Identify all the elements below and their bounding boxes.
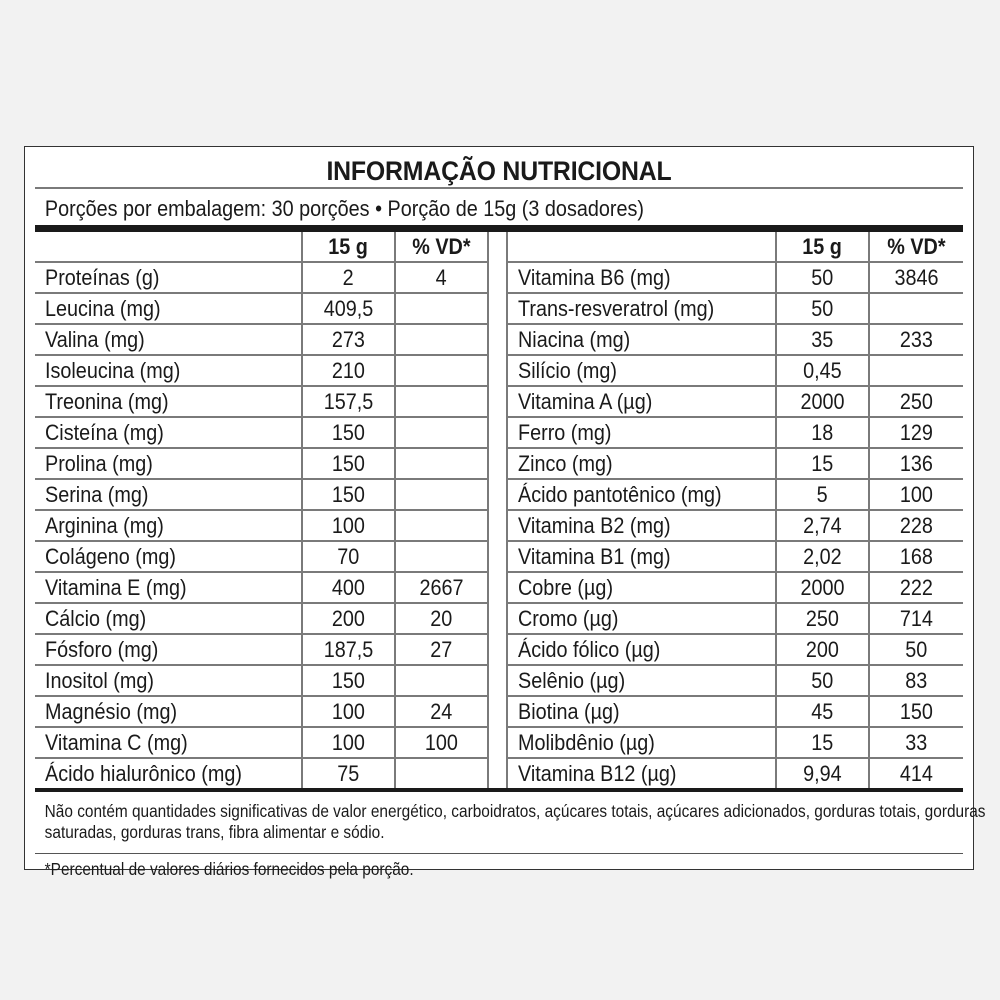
- nutrient-amount: 9,94: [803, 761, 842, 786]
- nutrient-row: [35, 696, 487, 727]
- nutrient-amount-cell: [302, 262, 394, 293]
- nutrient-name-cell: [508, 324, 776, 355]
- nutrient-name-cell: [35, 696, 302, 727]
- nutrient-dv-cell: [869, 727, 963, 758]
- nutrient-row: [508, 603, 963, 634]
- header-dv-cell: [395, 232, 488, 262]
- nutrient-name-cell: [508, 727, 776, 758]
- nutrient-name-cell: [508, 355, 776, 386]
- nutrient-amount: 0,45: [803, 358, 842, 383]
- nutrient-name-cell: [508, 262, 776, 293]
- nutrient-amount-cell: [302, 355, 394, 386]
- nutrient-dv: 2667: [419, 575, 464, 600]
- header-amount-cell: [776, 232, 868, 262]
- nutrient-amount-cell: [302, 634, 394, 665]
- nutrient-dv-cell: [869, 448, 963, 479]
- nutrient-dv-cell: [869, 386, 963, 417]
- nutrient-name-cell: [508, 696, 776, 727]
- label-title: INFORMAÇÃO NUTRICIONAL: [326, 156, 672, 186]
- header-dv-cell-text: % VD*: [412, 234, 471, 259]
- nutrient-dv: 27: [430, 637, 453, 662]
- nutrient-row: [508, 510, 963, 541]
- nutrient-name-cell: [35, 479, 302, 510]
- nutrient-name: Valina (mg): [45, 327, 145, 352]
- nutrient-amount-cell: [776, 510, 868, 541]
- nutrient-amount-cell: [776, 448, 868, 479]
- nutrient-amount-cell: [776, 665, 868, 696]
- nutrient-dv-cell: [395, 603, 488, 634]
- nutrient-dv: 414: [899, 761, 933, 786]
- nutrient-name-cell: [508, 634, 776, 665]
- table-header-row: [35, 232, 487, 262]
- nutrition-label: [24, 146, 986, 879]
- nutrient-row: [35, 603, 487, 634]
- nutrient-amount-cell: [776, 479, 868, 510]
- nutrient-amount-cell: [302, 541, 394, 572]
- nutrient-dv: 100: [424, 730, 458, 755]
- nutrient-amount-cell: [776, 603, 868, 634]
- nutrient-name-cell: [35, 603, 302, 634]
- nutrient-amount-cell: [776, 541, 868, 572]
- nutrient-name: Prolina (mg): [45, 451, 153, 476]
- nutrient-amount-cell: [302, 448, 394, 479]
- nutrient-name-cell: [35, 386, 302, 417]
- header-dv-cell-text: % VD*: [887, 234, 946, 259]
- nutrient-name: Vitamina A (µg): [517, 389, 653, 414]
- nutrient-dv-cell: [869, 665, 963, 696]
- nutrient-dv-cell: [395, 727, 488, 758]
- nutrient-dv-cell: [869, 603, 963, 634]
- nutrient-amount-cell: [776, 293, 868, 324]
- nutrient-dv-cell: [395, 541, 488, 572]
- nutrient-amount: 75: [337, 761, 360, 786]
- nutrient-name-cell: [35, 293, 302, 324]
- nutrient-name: Fósforo (mg): [45, 637, 159, 662]
- nutrient-row: [508, 479, 963, 510]
- nutrient-name: Cálcio (mg): [45, 606, 147, 631]
- nutrient-amount: 2: [342, 265, 354, 290]
- nutrient-name-cell: [508, 572, 776, 603]
- nutrient-name-cell: [35, 572, 302, 603]
- nutrient-name: Cromo (µg): [517, 606, 619, 631]
- header-nutrient-cell: [508, 232, 776, 262]
- nutrient-amount-cell: [302, 324, 394, 355]
- nutrient-row: [35, 510, 487, 541]
- nutrient-name-cell: [508, 386, 776, 417]
- nutrient-name: Ácido hialurônico (mg): [45, 761, 242, 786]
- nutrient-row: [35, 386, 487, 417]
- right-nutrient-table: [508, 232, 963, 788]
- nutrient-dv: 3846: [894, 265, 939, 290]
- nutrient-amount: 35: [811, 327, 834, 352]
- nutrient-amount: 45: [811, 699, 834, 724]
- nutrient-name: Silício (mg): [517, 358, 617, 383]
- nutrient-dv-cell: [395, 386, 488, 417]
- nutrient-name: Leucina (mg): [45, 296, 161, 321]
- nutrient-name-cell: [35, 417, 302, 448]
- nutrient-amount: 250: [805, 606, 839, 631]
- nutrient-amount-cell: [776, 758, 868, 788]
- nutrient-name: Serina (mg): [45, 482, 149, 507]
- nutrient-row: [508, 572, 963, 603]
- nutrient-dv-cell: [395, 696, 488, 727]
- nutrient-row: [508, 541, 963, 572]
- nutrient-dv-cell: [395, 665, 488, 696]
- nutrient-dv-cell: [395, 572, 488, 603]
- thick-divider: [35, 225, 963, 232]
- nutrient-dv-cell: [395, 448, 488, 479]
- nutrient-amount-cell: [776, 324, 868, 355]
- nutrient-amount-cell: [302, 572, 394, 603]
- nutrient-name: Inositol (mg): [45, 668, 154, 693]
- nutrient-amount: 409,5: [323, 296, 374, 321]
- nutrient-amount-cell: [302, 386, 394, 417]
- nutrient-name: Magnésio (mg): [45, 699, 178, 724]
- nutrient-name: Vitamina B2 (mg): [517, 513, 671, 538]
- nutrient-amount: 100: [331, 730, 365, 755]
- nutrient-name-cell: [35, 324, 302, 355]
- nutrient-name-cell: [35, 758, 302, 788]
- nutrient-dv-cell: [395, 355, 488, 386]
- nutrient-name: Ácido fólico (µg): [517, 637, 661, 662]
- nutrient-dv-cell: [869, 417, 963, 448]
- header-amount-cell-text: 15 g: [802, 234, 843, 259]
- nutrient-dv: 100: [899, 482, 933, 507]
- nutrient-amount: 210: [331, 358, 365, 383]
- nutrient-dv-cell: [869, 572, 963, 603]
- nutrient-name: Ácido pantotênico (mg): [517, 482, 722, 507]
- nutrient-name: Biotina (µg): [517, 699, 620, 724]
- nutrient-amount: 2,74: [803, 513, 842, 538]
- nutrient-row: [508, 262, 963, 293]
- nutrient-amount-cell: [776, 355, 868, 386]
- nutrient-amount: 18: [811, 420, 834, 445]
- nutrient-dv-cell: [395, 758, 488, 788]
- nutrient-name: Niacina (mg): [517, 327, 631, 352]
- nutrient-name: Proteínas (g): [45, 265, 160, 290]
- nutrient-dv: 24: [430, 699, 453, 724]
- nutrient-name-cell: [508, 293, 776, 324]
- nutrient-row: [35, 634, 487, 665]
- nutrient-name: Zinco (mg): [517, 451, 613, 476]
- nutrient-name-cell: [35, 541, 302, 572]
- nutrient-name-cell: [508, 603, 776, 634]
- nutrient-amount: 15: [811, 730, 834, 755]
- nutrient-row: [35, 665, 487, 696]
- nutrient-dv-cell: [869, 293, 963, 324]
- nutrient-dv-cell: [869, 510, 963, 541]
- nutrient-amount-cell: [302, 758, 394, 788]
- nutrient-amount: 2000: [800, 389, 845, 414]
- nutrient-amount: 100: [331, 513, 365, 538]
- nutrient-amount: 150: [331, 668, 365, 693]
- nutrient-name: Isoleucina (mg): [45, 358, 181, 383]
- nutrient-dv-cell: [869, 696, 963, 727]
- nutrient-row: [35, 572, 487, 603]
- nutrient-amount: 5: [816, 482, 828, 507]
- nutrient-dv: 233: [899, 327, 933, 352]
- nutrient-name: Vitamina E (mg): [45, 575, 187, 600]
- nutrient-row: [35, 727, 487, 758]
- nutrient-name: Vitamina B6 (mg): [517, 265, 671, 290]
- nutrient-row: [508, 448, 963, 479]
- nutrient-name-cell: [35, 727, 302, 758]
- nutrient-amount: 15: [811, 451, 834, 476]
- nutrient-amount: 50: [811, 668, 834, 693]
- nutrient-amount: 70: [337, 544, 360, 569]
- nutrient-name-cell: [35, 262, 302, 293]
- nutrient-name: Cobre (µg): [517, 575, 614, 600]
- dv-footnote: *Percentual de valores diários fornecidos pela porção.: [44, 859, 414, 879]
- nutrient-dv: 150: [899, 699, 933, 724]
- nutrient-dv: 33: [905, 730, 928, 755]
- nutrient-dv-cell: [869, 541, 963, 572]
- nutrient-name-cell: [508, 417, 776, 448]
- nutrient-row: [508, 696, 963, 727]
- nutrient-row: [508, 355, 963, 386]
- nutrient-dv-cell: [869, 324, 963, 355]
- nutrient-dv-cell: [869, 262, 963, 293]
- nutrient-amount-cell: [302, 696, 394, 727]
- nutrient-dv: 228: [899, 513, 933, 538]
- nutrient-row: [508, 324, 963, 355]
- nutrient-name: Selênio (µg): [517, 668, 626, 693]
- header-amount-cell: [302, 232, 394, 262]
- nutrient-amount: 50: [811, 265, 834, 290]
- nutrient-dv: 129: [899, 420, 933, 445]
- nutrient-name: Vitamina B12 (µg): [517, 761, 677, 786]
- nutrient-name: Trans-resveratrol (mg): [517, 296, 715, 321]
- nutrient-amount-cell: [302, 603, 394, 634]
- nutrient-amount-cell: [302, 293, 394, 324]
- nutrient-amount: 200: [805, 637, 839, 662]
- column-gutter: [487, 232, 508, 788]
- nutrient-amount-cell: [776, 696, 868, 727]
- nutrient-dv: 136: [899, 451, 933, 476]
- nutrient-row: [35, 324, 487, 355]
- table-header-row: [508, 232, 963, 262]
- nutrient-amount: 187,5: [323, 637, 374, 662]
- nutrient-dv-cell: [395, 324, 488, 355]
- nutrient-amount: 2000: [800, 575, 845, 600]
- nutrient-dv: 83: [905, 668, 928, 693]
- nutrient-amount-cell: [776, 634, 868, 665]
- nutrient-dv-cell: [395, 293, 488, 324]
- nutrient-tables: [35, 232, 963, 788]
- nutrient-dv: 222: [899, 575, 933, 600]
- nutrient-row: [35, 262, 487, 293]
- nutrient-row: [35, 293, 487, 324]
- nutrient-row: [508, 634, 963, 665]
- nutrient-amount: 100: [331, 699, 365, 724]
- nutrient-name-cell: [508, 758, 776, 788]
- nutrient-dv-cell: [869, 355, 963, 386]
- nutrient-dv: 50: [905, 637, 928, 662]
- nutrient-dv: 4: [435, 265, 447, 290]
- nutrient-dv-cell: [869, 479, 963, 510]
- nutrient-amount-cell: [302, 727, 394, 758]
- nutrient-row: [508, 758, 963, 788]
- nutrient-row: [508, 386, 963, 417]
- serving-info: Porções por embalagem: 30 porções • Porção de 15g (3 dosadores): [44, 196, 644, 221]
- header-amount-cell-text: 15 g: [328, 234, 369, 259]
- nutrient-amount-cell: [776, 572, 868, 603]
- nutrient-row: [35, 355, 487, 386]
- nutrient-name: Cisteína (mg): [45, 420, 164, 445]
- nutrient-amount: 2,02: [803, 544, 842, 569]
- nutrient-name-cell: [35, 448, 302, 479]
- nutrient-row: [35, 541, 487, 572]
- header-nutrient-cell: [35, 232, 302, 262]
- nutrient-row: [35, 417, 487, 448]
- nutrient-name: Treonina (mg): [45, 389, 169, 414]
- nutrient-name-cell: [508, 448, 776, 479]
- nutrient-amount: 400: [331, 575, 365, 600]
- nutrient-row: [508, 293, 963, 324]
- nutrient-amount-cell: [776, 262, 868, 293]
- left-nutrient-table: [35, 232, 487, 788]
- nutrient-name-cell: [35, 665, 302, 696]
- nutrient-dv-cell: [395, 634, 488, 665]
- nutrient-dv: 168: [899, 544, 933, 569]
- nutrient-dv: 20: [430, 606, 453, 631]
- nutrient-row: [508, 727, 963, 758]
- nutrient-dv-cell: [395, 479, 488, 510]
- nutrient-dv-cell: [869, 634, 963, 665]
- nutrient-name: Arginina (mg): [45, 513, 164, 538]
- nutrient-amount-cell: [776, 417, 868, 448]
- header-dv-cell: [869, 232, 963, 262]
- nutrient-amount-cell: [302, 479, 394, 510]
- insignificant-note: Não contém quantidades significativas de valor energético, carboidratos, açúcares totais, açúcares adicionados, gorduras totais, gorduras saturadas, gorduras trans, fibra alimentar e sódio.: [44, 801, 986, 842]
- nutrient-dv: 250: [899, 389, 933, 414]
- nutrient-name: Vitamina B1 (mg): [517, 544, 671, 569]
- nutrient-amount-cell: [776, 727, 868, 758]
- nutrient-dv: 714: [899, 606, 933, 631]
- nutrient-amount: 200: [331, 606, 365, 631]
- nutrient-row: [508, 665, 963, 696]
- nutrient-row: [35, 758, 487, 788]
- nutrient-name-cell: [508, 541, 776, 572]
- nutrient-amount-cell: [302, 510, 394, 541]
- nutrient-dv-cell: [395, 262, 488, 293]
- nutrient-name: Colágeno (mg): [45, 544, 176, 569]
- nutrient-dv-cell: [395, 510, 488, 541]
- nutrient-name: Vitamina C (mg): [45, 730, 188, 755]
- nutrient-dv-cell: [869, 758, 963, 788]
- nutrient-row: [35, 479, 487, 510]
- nutrient-name-cell: [508, 665, 776, 696]
- nutrient-name: Molibdênio (µg): [517, 730, 655, 755]
- nutrient-amount: 157,5: [323, 389, 374, 414]
- nutrient-amount-cell: [776, 386, 868, 417]
- nutrient-amount-cell: [302, 665, 394, 696]
- nutrient-amount: 150: [331, 482, 365, 507]
- nutrient-name-cell: [508, 510, 776, 541]
- nutrient-name: Ferro (mg): [517, 420, 612, 445]
- nutrient-row: [35, 448, 487, 479]
- nutrient-name-cell: [35, 510, 302, 541]
- nutrient-name-cell: [35, 355, 302, 386]
- nutrient-amount-cell: [302, 417, 394, 448]
- nutrient-name-cell: [35, 634, 302, 665]
- nutrient-row: [508, 417, 963, 448]
- nutrient-amount: 150: [331, 451, 365, 476]
- nutrient-amount: 50: [811, 296, 834, 321]
- nutrient-name-cell: [508, 479, 776, 510]
- nutrient-amount: 150: [331, 420, 365, 445]
- nutrient-dv-cell: [395, 417, 488, 448]
- nutrient-amount: 273: [331, 327, 365, 352]
